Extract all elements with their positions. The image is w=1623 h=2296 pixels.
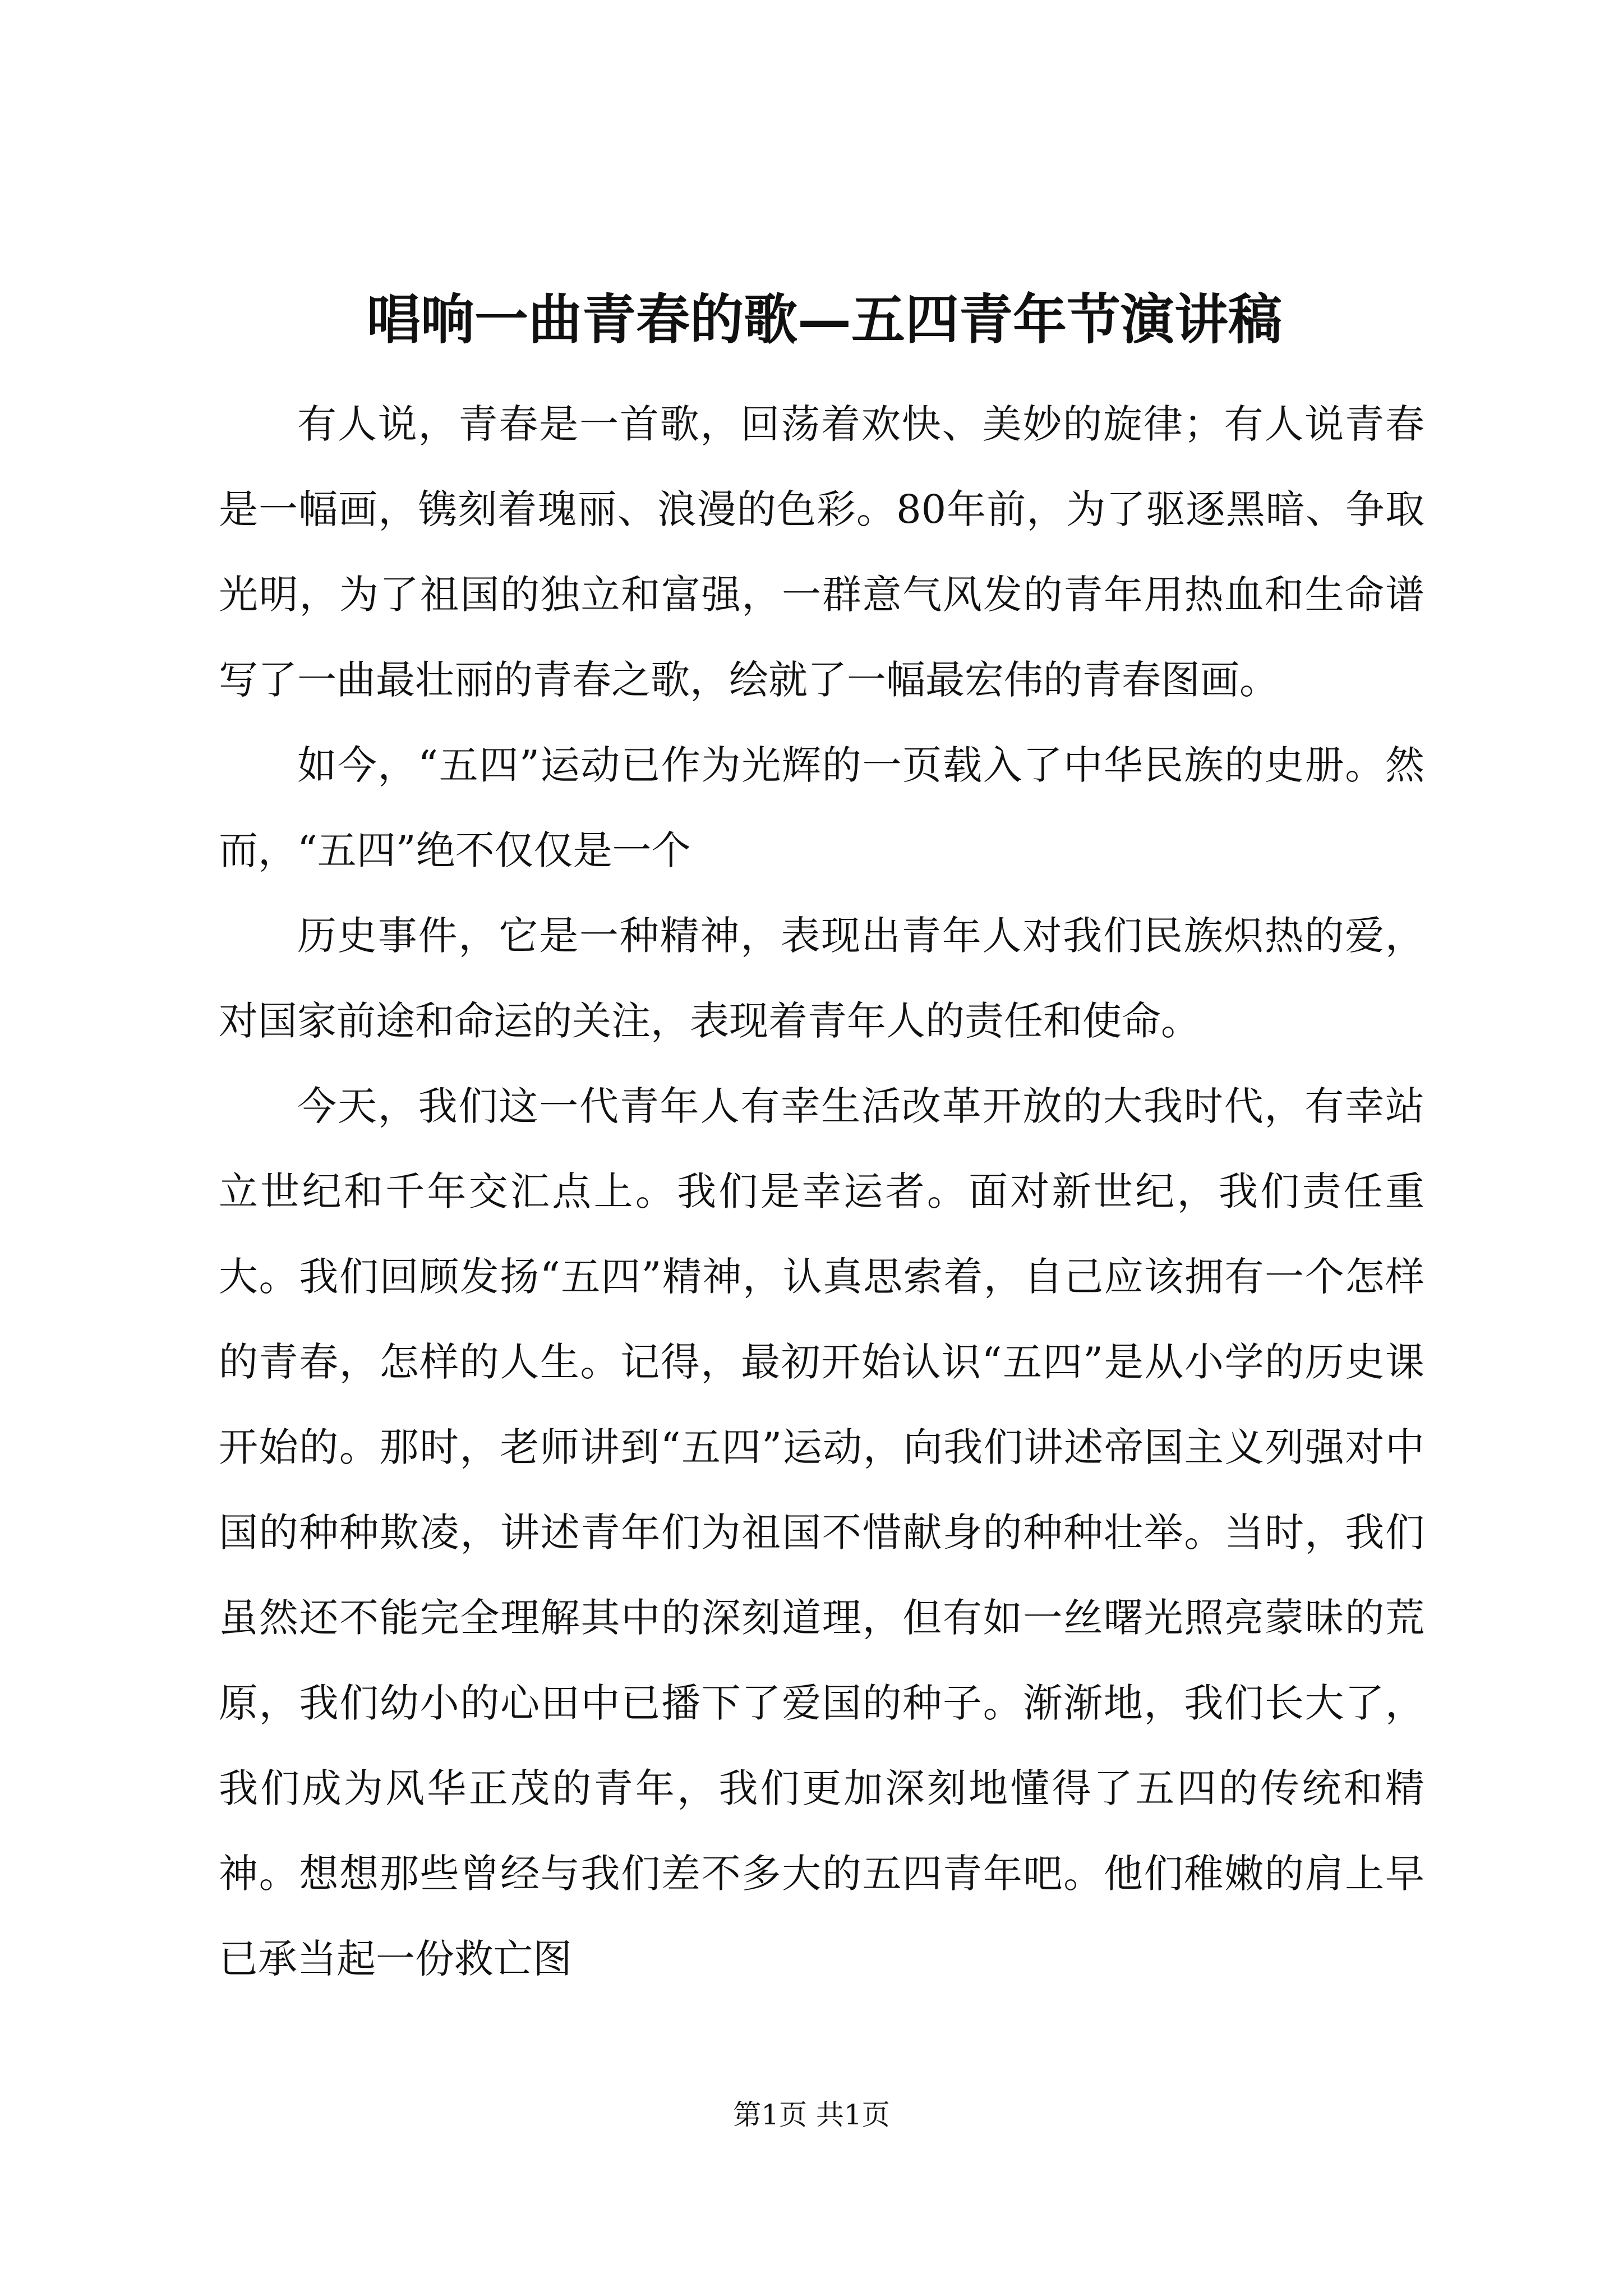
paragraph-2: 如今，“五四”运动已作为光辉的一页载入了中华民族的史册。然而，“五四”绝不仅仅是一个 bbox=[219, 742, 1424, 873]
document-body bbox=[219, 381, 1424, 2001]
page-footer: 第1页 共1页 bbox=[733, 2099, 890, 2131]
paragraph-1: 有人说，青春是一首歌，回荡着欢快、美妙的旋律；有人说青春是一幅画，镌刻着瑰丽、浪漫的色彩。80年前，为了驱逐黑暗、争取光明，为了祖国的独立和富强，一群意气风发的青年用热血和生命谱写了一曲最壮丽的青春之歌，绘就了一幅最宏伟的青春图画。 bbox=[219, 401, 1424, 703]
paragraph-4: 今天，我们这一代青年人有幸生活改革开放的大我时代，有幸站立世纪和千年交汇点上。我们是幸运者。面对新世纪，我们责任重大。我们回顾发扬“五四”精神，认真思索着，自己应该拥有一个怎样的青春，怎样的人生。记得，最初开始认识“五四”是从小学的历史课开始的。那时，老师讲到“五四”运动，向我们讲述帝国主义列强对中国的种种欺凌，讲述青年们为祖国不惜献身的种种壮举。当时，我们虽然还不能完全理解其中的深刻道理，但有如一丝曙光照亮蒙昧的荒原，我们幼小的心田中已播下了爱国的种子。渐渐地，我们长大了，我们成为风华正茂的青年，我们更加深刻地懂得了五四的传统和精神。想想那些曾经与我们差不多大的五四青年吧。他们稚嫩的肩上早已承当起一份救亡图 bbox=[219, 1083, 1424, 1982]
document-title: 唱响一曲青春的歌—五四青年节演讲稿 bbox=[367, 288, 1282, 351]
paragraph-3: 历史事件，它是一种精神，表现出青年人对我们民族炽热的爱，对国家前途和命运的关注，表现着青年人的责任和使命。 bbox=[219, 913, 1424, 1044]
